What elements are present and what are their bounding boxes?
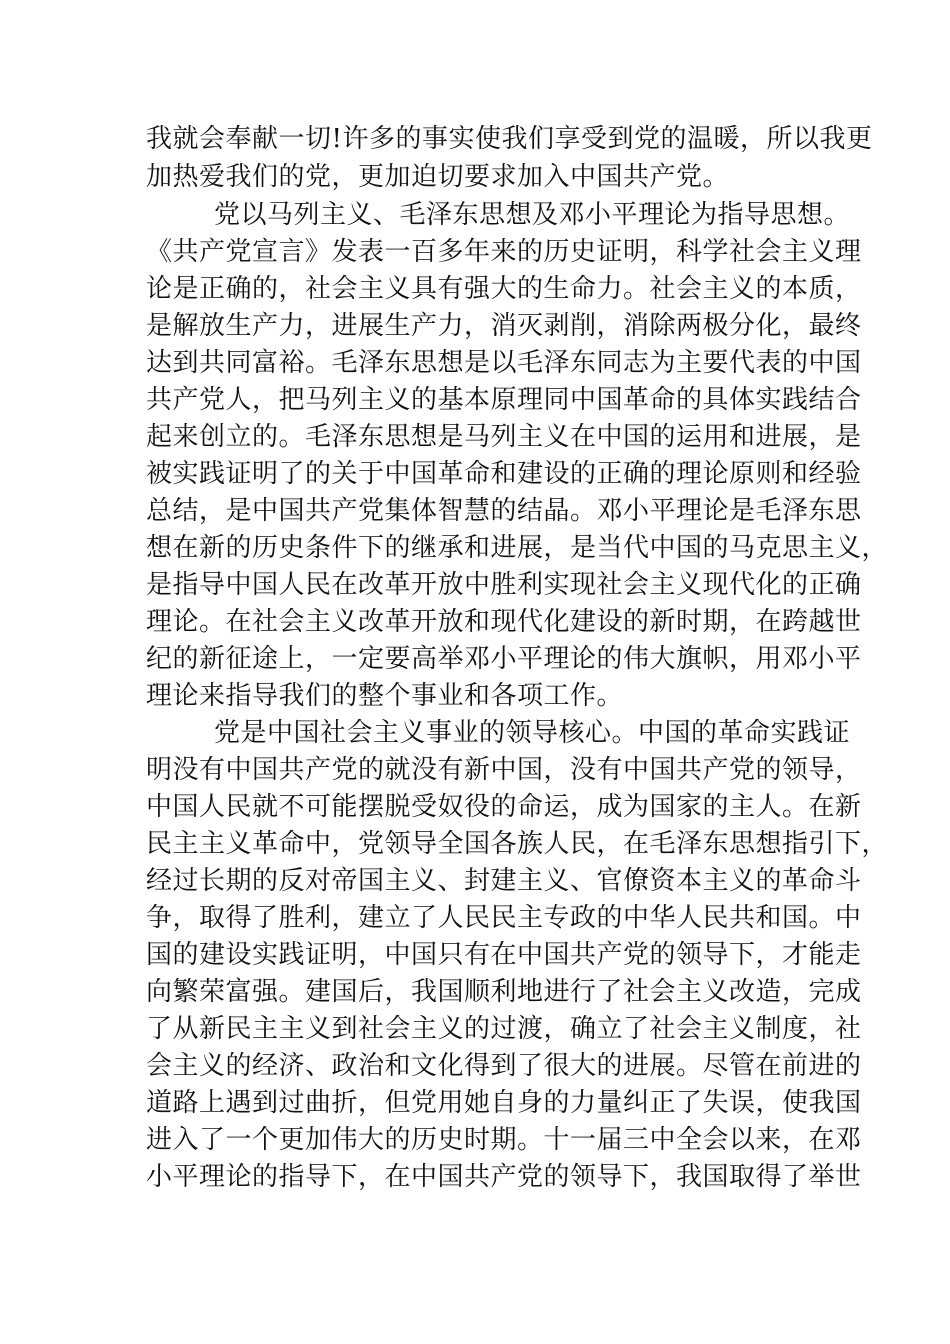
text-line: 会主义的经济、政治和文化得到了很大的进展。尽管在前进的 bbox=[146, 1051, 862, 1081]
text-line: 总结，是中国共产党集体智慧的结晶。邓小平理论是毛泽东思 bbox=[146, 496, 862, 526]
text-line: 《共产党宣言》发表一百多年来的历史证明，科学社会主义理 bbox=[146, 237, 862, 267]
text-line: 被实践证明了的关于中国革命和建设的正确的理论原则和经验 bbox=[146, 459, 862, 489]
text-line: 明没有中国共产党的就没有新中国，没有中国共产党的领导， bbox=[146, 755, 862, 785]
text-line: 共产党人，把马列主义的基本原理同中国革命的具体实践结合 bbox=[146, 385, 862, 415]
text-line: 了从新民主主义到社会主义的过渡，确立了社会主义制度，社 bbox=[146, 1014, 862, 1044]
text-line: 达到共同富裕。毛泽东思想是以毛泽东同志为主要代表的中国 bbox=[146, 348, 862, 378]
text-line: 想在新的历史条件下的继承和进展，是当代中国的马克思主义， bbox=[146, 533, 889, 563]
text-line: 是解放生产力，进展生产力，消灭剥削，消除两极分化，最终 bbox=[146, 311, 862, 341]
text-line: 向繁荣富强。建国后，我国顺利地进行了社会主义改造，完成 bbox=[146, 977, 862, 1007]
text-line: 小平理论的指导下，在中国共产党的领导下，我国取得了举世 bbox=[146, 1162, 862, 1192]
text-line: 争，取得了胜利，建立了人民民主专政的中华人民共和国。中 bbox=[146, 903, 862, 933]
text-line: 论是正确的，社会主义具有强大的生命力。社会主义的本质， bbox=[146, 274, 862, 304]
text-line: 理论来指导我们的整个事业和各项工作。 bbox=[146, 681, 624, 711]
text-line: 理论。在社会主义改革开放和现代化建设的新时期，在跨越世 bbox=[146, 607, 862, 637]
text-line: 中国人民就不可能摆脱受奴役的命运，成为国家的主人。在新 bbox=[146, 792, 862, 822]
paragraph-start-line: 党以马列主义、毛泽东思想及邓小平理论为指导思想。 bbox=[214, 200, 851, 230]
text-line: 民主主义革命中，党领导全国各族人民，在毛泽东思想指引下， bbox=[146, 829, 889, 859]
text-line: 进入了一个更加伟大的历史时期。十一届三中全会以来，在邓 bbox=[146, 1125, 862, 1155]
text-line: 我就会奉献一切!许多的事实使我们享受到党的温暖，所以我更 bbox=[146, 124, 873, 154]
text-line: 道路上遇到过曲折，但党用她自身的力量纠正了失误，使我国 bbox=[146, 1088, 862, 1118]
paragraph-start-line: 党是中国社会主义事业的领导核心。中国的革命实践证 bbox=[214, 718, 851, 748]
text-line: 国的建设实践证明，中国只有在中国共产党的领导下，才能走 bbox=[146, 940, 862, 970]
text-line: 是指导中国人民在改革开放中胜利实现社会主义现代化的正确 bbox=[146, 570, 862, 600]
text-line: 加热爱我们的党，更加迫切要求加入中国共产党。 bbox=[146, 162, 730, 192]
text-line: 起来创立的。毛泽东思想是马列主义在中国的运用和进展，是 bbox=[146, 422, 862, 452]
text-line: 纪的新征途上，一定要高举邓小平理论的伟大旗帜，用邓小平 bbox=[146, 644, 862, 674]
text-line: 经过长期的反对帝国主义、封建主义、官僚资本主义的革命斗 bbox=[146, 866, 862, 896]
